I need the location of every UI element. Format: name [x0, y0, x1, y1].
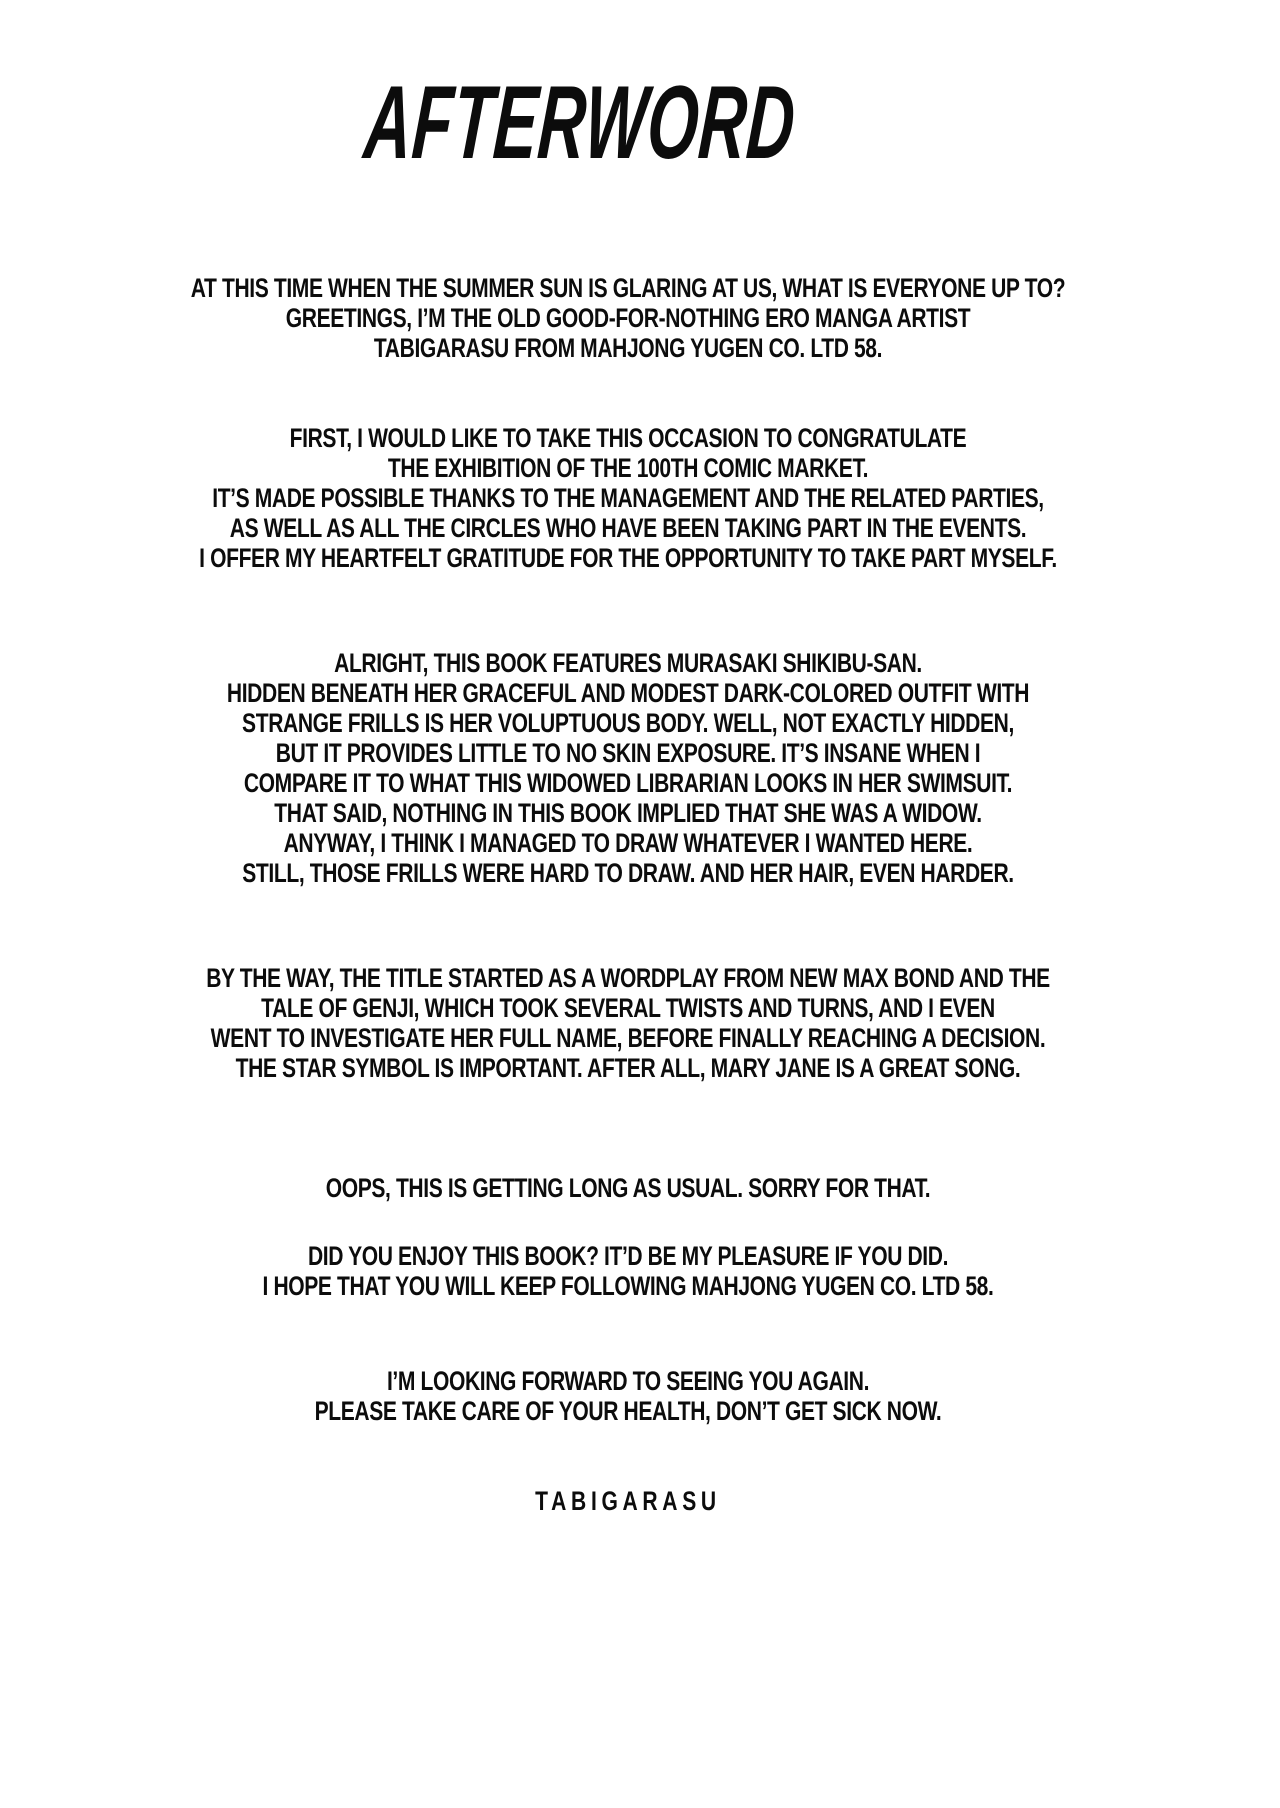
text-line: I’M LOOKING FORWARD TO SEEING YOU AGAIN.: [386, 1365, 870, 1396]
text-line: AS WELL AS ALL THE CIRCLES WHO HAVE BEEN TAKING PART IN THE EVENTS.: [229, 512, 1027, 543]
text-line: THAT SAID, NOTHING IN THIS BOOK IMPLIED THAT SHE WAS A WIDOW.: [274, 797, 982, 828]
text-line: DID YOU ENJOY THIS BOOK? IT’D BE MY PLEASURE IF YOU DID.: [307, 1240, 949, 1271]
text-line: PLEASE TAKE CARE OF YOUR HEALTH, DON’T GET SICK NOW.: [314, 1395, 942, 1426]
text-line: STRANGE FRILLS IS HER VOLUPTUOUS BODY. WELL, NOT EXACTLY HIDDEN,: [242, 707, 1014, 738]
paragraph-farewell: [129, 1366, 1127, 1426]
text-line: STILL, THOSE FRILLS WERE HARD TO DRAW. AND HER HAIR, EVEN HARDER.: [242, 857, 1014, 888]
text-line: ANYWAY, I THINK I MANAGED TO DRAW WHATEVER I WANTED HERE.: [283, 827, 973, 858]
text-line: WENT TO INVESTIGATE HER FULL NAME, BEFORE FINALLY REACHING A DECISION.: [210, 1022, 1046, 1053]
paragraph-comiket: [129, 423, 1127, 573]
author-signature: TABIGARASU: [535, 1485, 721, 1516]
text-line: I HOPE THAT YOU WILL KEEP FOLLOWING MAHJONG YUGEN CO. LTD 58.: [262, 1270, 994, 1301]
paragraph-title-origin: [129, 963, 1127, 1083]
text-line: THE STAR SYMBOL IS IMPORTANT. AFTER ALL, MARY JANE IS A GREAT SONG.: [235, 1052, 1021, 1083]
paragraph-apology: [129, 1173, 1127, 1203]
text-line: FIRST, I WOULD LIKE TO TAKE THIS OCCASION TO CONGRATULATE: [289, 422, 967, 453]
text-line: ALRIGHT, THIS BOOK FEATURES MURASAKI SHIKIBU-SAN.: [334, 647, 922, 678]
text-line: GREETINGS, I’M THE OLD GOOD-FOR-NOTHING ERO MANGA ARTIST: [285, 302, 971, 333]
afterword-body: [129, 273, 1127, 1516]
text-line: TABIGARASU FROM MAHJONG YUGEN CO. LTD 58.: [373, 332, 883, 363]
text-line: TALE OF GENJI, WHICH TOOK SEVERAL TWISTS AND TURNS, AND I EVEN: [261, 992, 995, 1023]
text-line: COMPARE IT TO WHAT THIS WIDOWED LIBRARIAN LOOKS IN HER SWIMSUIT.: [243, 767, 1013, 798]
text-line: HIDDEN BENEATH HER GRACEFUL AND MODEST DARK-COLORED OUTFIT WITH: [226, 677, 1030, 708]
text-line: I OFFER MY HEARTFELT GRATITUDE FOR THE OPPORTUNITY TO TAKE PART MYSELF.: [199, 542, 1057, 573]
page-title: AFTERWORD: [360, 65, 799, 181]
text-line: THE EXHIBITION OF THE 100TH COMIC MARKET.: [387, 452, 869, 483]
text-line: OOPS, THIS IS GETTING LONG AS USUAL. SORRY FOR THAT.: [325, 1172, 931, 1203]
paragraph-thanks: [129, 1241, 1127, 1301]
text-line: BUT IT PROVIDES LITTLE TO NO SKIN EXPOSURE. IT’S INSANE WHEN I: [275, 737, 981, 768]
text-line: BY THE WAY, THE TITLE STARTED AS A WORDPLAY FROM NEW MAX BOND AND THE: [206, 962, 1050, 993]
paragraph-book: [129, 648, 1127, 888]
text-line: AT THIS TIME WHEN THE SUMMER SUN IS GLARING AT US, WHAT IS EVERYONE UP TO?: [190, 272, 1066, 303]
paragraph-intro: [129, 273, 1127, 363]
text-line: IT’S MADE POSSIBLE THANKS TO THE MANAGEMENT AND THE RELATED PARTIES,: [212, 482, 1044, 513]
